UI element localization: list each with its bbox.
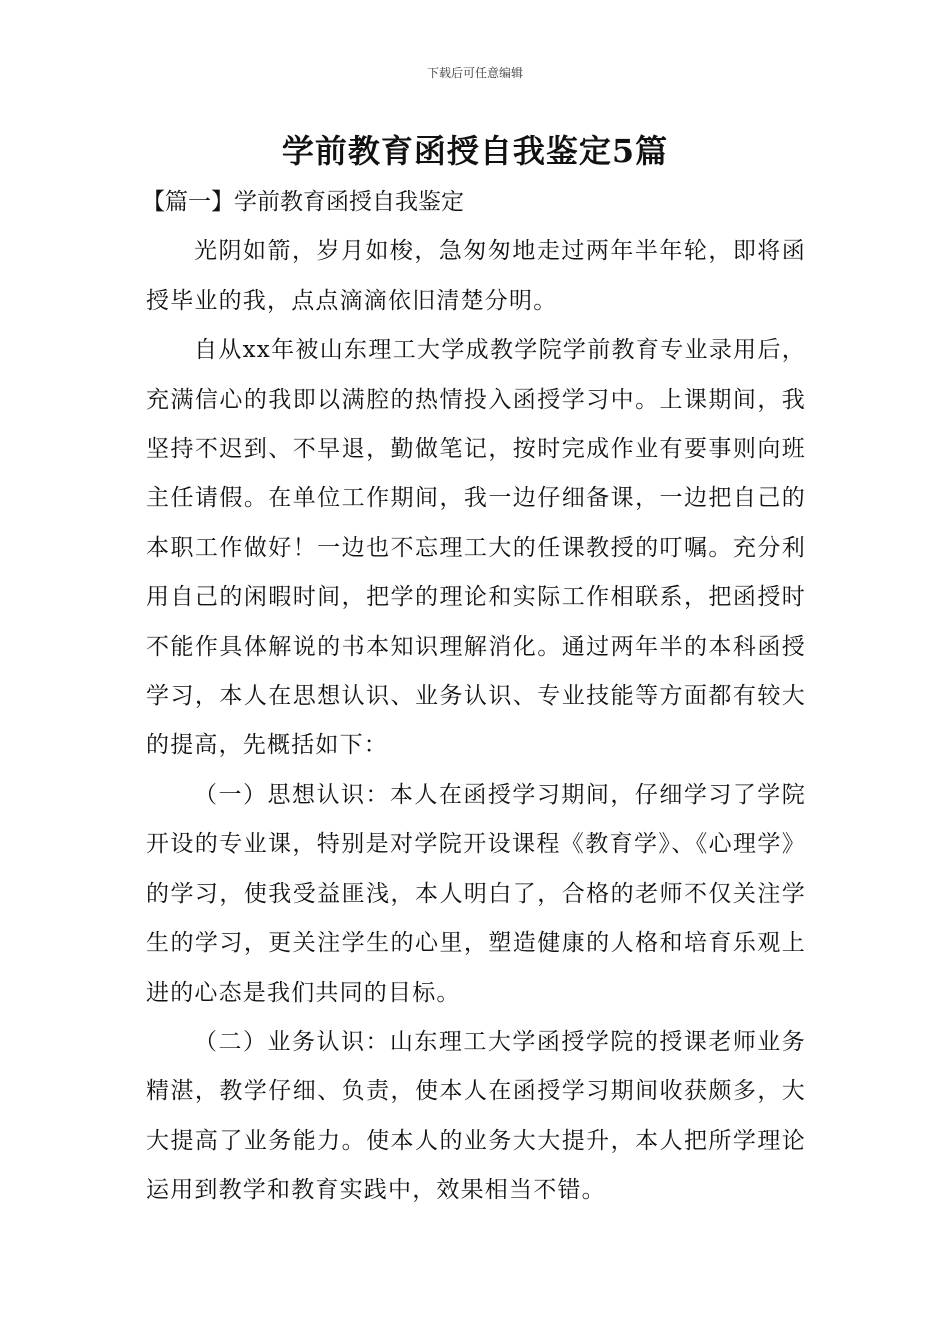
paragraph-enrollment: 自从xx年被山东理工大学成教学院学前教育专业录用后，充满信心的我即以满腔的热情投入函授学习中。上课期间，我坚持不迟到、不早退，勤做笔记，按时完成作业有要事则向班主任请假。在单位工作期间，我一边仔细备课，一边把自己的本职工作做好！一边也不忘理工大的任课教授的叮嘱。充分利用自己的闲暇时间，把学的理论和实际工作相联系，把函授时不能作具体解说的书本知识理解消化。通过两年半的本科函授学习，本人在思想认识、业务认识、专业技能等方面都有较大的提高，先概括如下： xyxy=(146,337,806,759)
section-heading: 【篇一】学前教育函授自我鉴定 xyxy=(142,189,464,215)
paragraph-intro: 光阴如箭，岁月如梭，急匆匆地走过两年半年轮，即将函授毕业的我，点点滴滴依旧清楚分明。 xyxy=(146,238,806,314)
header-note: 下载后可任意编辑 xyxy=(426,66,523,80)
paragraph-professional: （二）业务认识：山东理工大学函授学院的授课老师业务精湛，教学仔细、负责，使本人在函授学习期间收获颇多，大大提高了业务能力。使本人的业务大大提升，本人把所学理论运用到教学和教育实践中，效果相当不错。 xyxy=(146,1028,806,1204)
document-title: 学前教育函授自我鉴定5篇 xyxy=(281,132,669,170)
document-body xyxy=(142,178,806,1216)
paragraph-ideology: （一）思想认识：本人在函授学习期间，仔细学习了学院开设的专业课，特别是对学院开设课程《教育学》、《心理学》的学习，使我受益匪浅，本人明白了，合格的老师不仅关注学生的学习，更关注学生的心里，塑造健康的人格和培育乐观上进的心态是我们共同的目标。 xyxy=(146,781,806,1006)
